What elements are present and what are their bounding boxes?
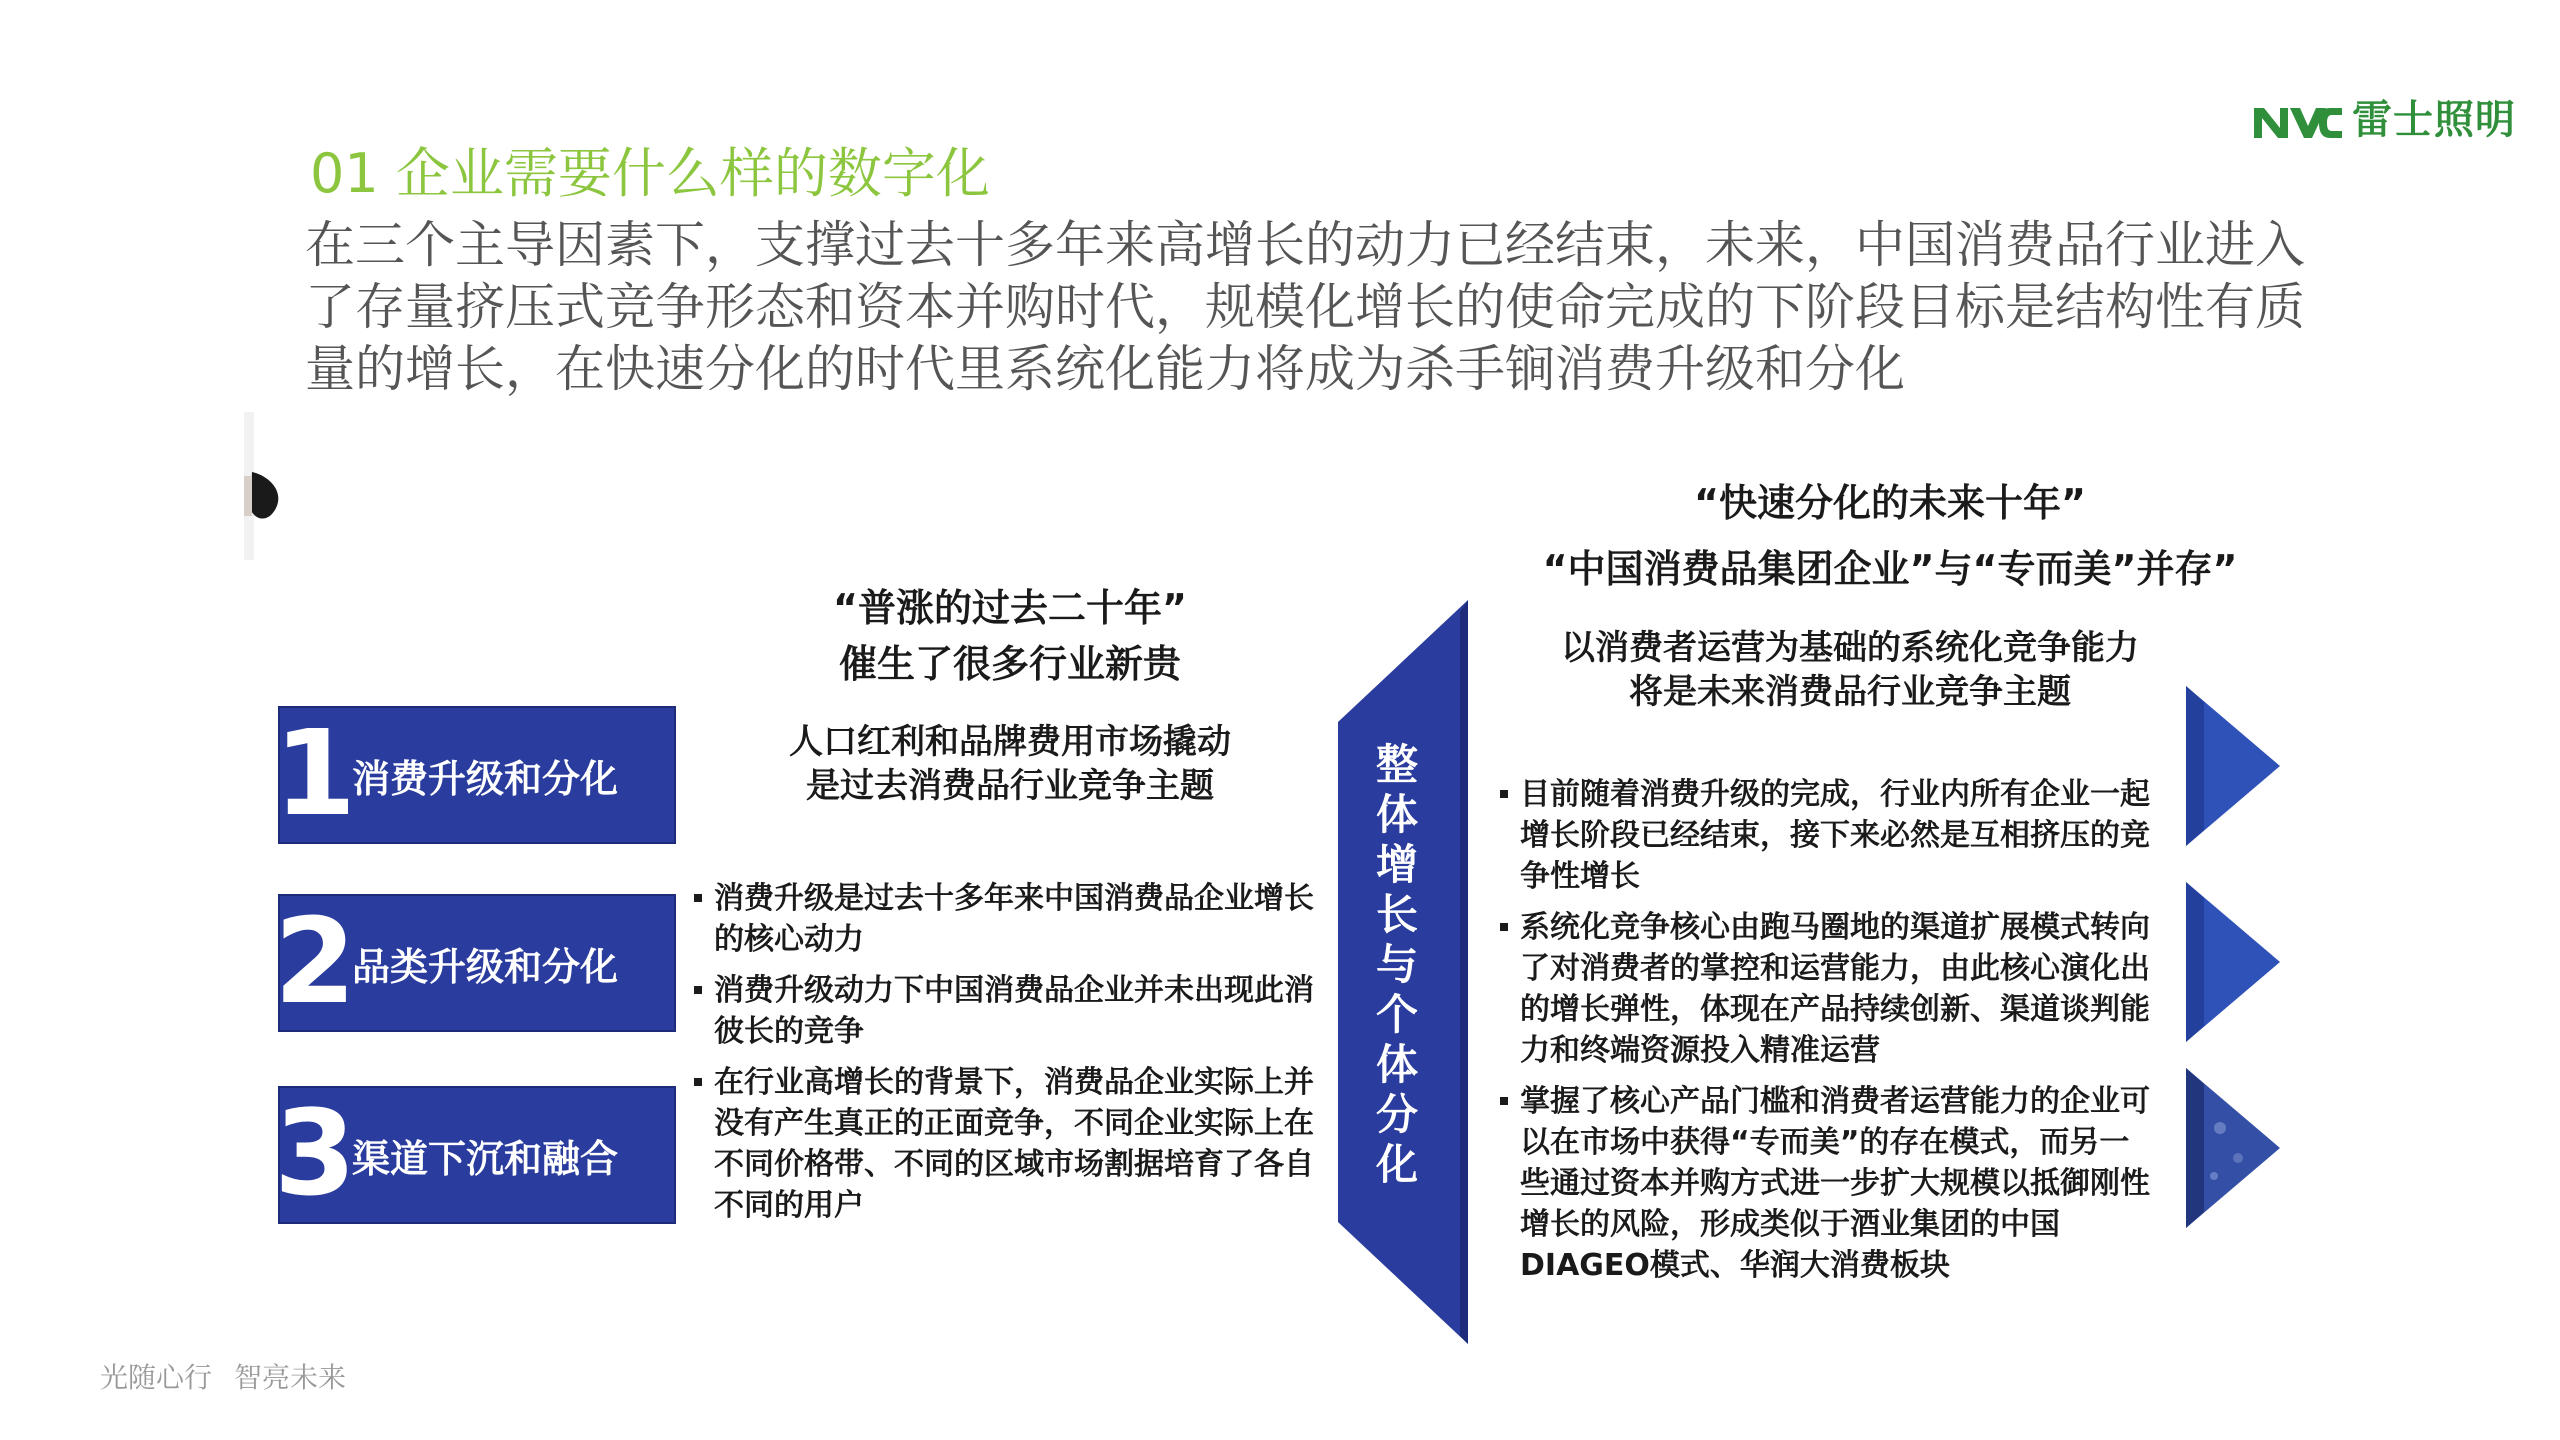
factor-block-1	[274, 704, 676, 844]
footer-slogan	[100, 1356, 346, 1396]
factor-block-3	[274, 1084, 676, 1224]
list-item: 系统化竞争核心由跑马圈地的渠道扩展模式转向了对消费者的掌控和运营能力，由此核心演化出的增长弹性，体现在产品持续创新、渠道谈判能力和终端资源投入精准运营	[1500, 907, 2150, 1071]
past-title-line1: “普涨的过去二十年”	[833, 586, 1187, 630]
chevron-right-icon	[2180, 686, 2280, 846]
past-title-line2: 催生了很多行业新贵	[838, 642, 1181, 686]
past-theme-line1: 人口红利和品牌费用市场撬动	[789, 722, 1231, 762]
slogan-part-1: 光随心行	[100, 1361, 213, 1394]
list-item: 消费升级动力下中国消费品企业并未出现此消彼长的竞争	[694, 970, 1314, 1052]
factor-label: 品类升级和分化	[352, 944, 619, 989]
intro-paragraph: 在三个主导因素下，支撑过去十多年来高增长的动力已经结束，未来，中国消费品行业进入了存量挤压式竞争形态和资本并购时代，规模化增长的使命完成的下阶段目标是结构性有质量的增长，在快速分化的时代里系统化能力将成为杀手锏消费升级和分化	[305, 216, 2305, 398]
future-theme	[1500, 626, 2200, 714]
factor-number: 1	[274, 704, 357, 842]
factor-label: 消费升级和分化	[352, 756, 619, 801]
future-bullet-list	[1500, 774, 2150, 1296]
future-title-line1: “快速分化的未来十年”	[1694, 481, 2086, 525]
past-theme	[690, 720, 1330, 808]
past-title	[690, 580, 1330, 692]
list-item: 消费升级是过去十多年来中国消费品企业增长的核心动力	[694, 878, 1314, 960]
factor-label: 渠道下沉和融合	[352, 1136, 619, 1181]
factor-block-2	[274, 892, 676, 1032]
chevron-right-icon	[2180, 1068, 2280, 1228]
factor-number: 3	[274, 1084, 357, 1222]
section-title: 01 企业需要什么样的数字化	[310, 142, 990, 205]
past-theme-line2: 是过去消费品行业竞争主题	[806, 766, 1214, 806]
list-item: 掌握了核心产品门槛和消费者运营能力的企业可以在市场中获得“专而美”的存在模式，而另一些通过资本并购方式进一步扩大规模以抵御刚性增长的风险，形成类似于酒业集团的中国DIAGEO模式、华润大消费板块	[1500, 1081, 2150, 1286]
factor-number: 2	[274, 892, 357, 1030]
chevron-right-icon	[2180, 882, 2280, 1042]
future-title	[1440, 470, 2340, 602]
nvc-logo-icon	[2252, 100, 2344, 140]
future-title-line2: “中国消费品集团企业”与“专而美”并存”	[1542, 547, 2238, 591]
brand-name: 雷士照明	[2352, 97, 2516, 143]
past-bullet-list	[694, 878, 1314, 1236]
future-theme-line1: 以消费者运营为基础的系统化竞争能力	[1561, 628, 2139, 668]
divider-label: 整体增长与个体分化	[1375, 740, 1418, 1189]
photo-fragment	[244, 412, 282, 560]
list-item: 目前随着消费升级的完成，行业内所有企业一起增长阶段已经结束，接下来必然是互相挤压的竞争性增长	[1500, 774, 2150, 897]
brand-logo	[2252, 96, 2516, 144]
list-item: 在行业高增长的背景下，消费品企业实际上并没有产生真正的正面竞争，不同企业实际上在不同价格带、不同的区域市场割据培育了各自不同的用户	[694, 1062, 1314, 1226]
future-theme-line2: 将是未来消费品行业竞争主题	[1629, 672, 2071, 712]
slogan-part-2: 智亮未来	[234, 1361, 347, 1394]
